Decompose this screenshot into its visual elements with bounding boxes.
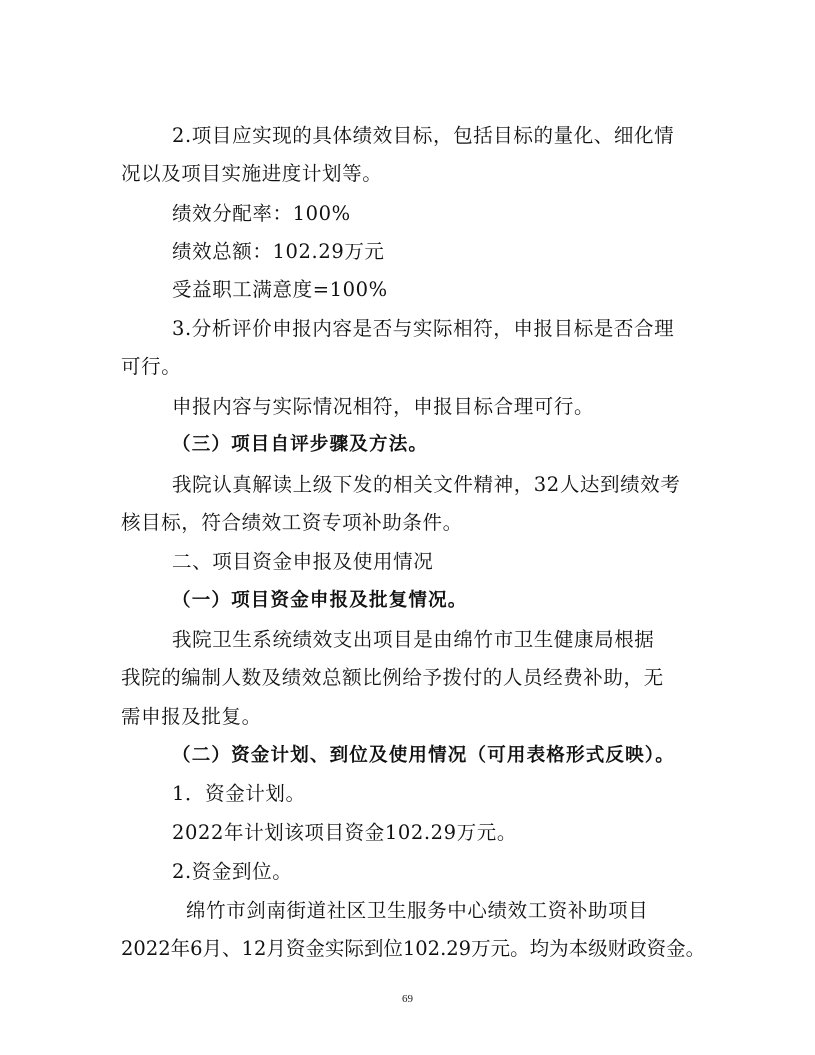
document-page: 2.项目应实现的具体绩效目标，包括目标的量化、细化情 况以及项目实施进度计划等。 绩效分配率：100% 绩效总额：102.29万元 受益职工满意度=100% 3.分析评价申报内容是否与实际相符，申报目标是否合理 可行。 申报内容与实际情况相符，申报目标合理可行。 （三）项目自评步骤及方法。 我院认真解读上级下发的相关文件精神，32人达到绩效考 核目标，符合绩效工资专项补助条件。 二、项目资金申报及使用情况 （一）项目资金申报及批复情况。 我院卫生系统绩效支出项目是由绵竹市卫生健康局根据 我院的编制人数及绩效总额比例给予拨付的人员经费补助，无 需申报及批复。 （二）资金计划、到位及使用情况（可用表格形式反映）。 1．资金计划。 2022年计划该项目资金102.29万元。 2.资金到位。 绵竹市剑南街道社区卫生服务中心绩效工资补助项目 2022年6月、12月资金实际到位102.29万元。均为本级财政资金。 69 [0, 0, 815, 1055]
page-number: 69 [402, 993, 413, 1005]
